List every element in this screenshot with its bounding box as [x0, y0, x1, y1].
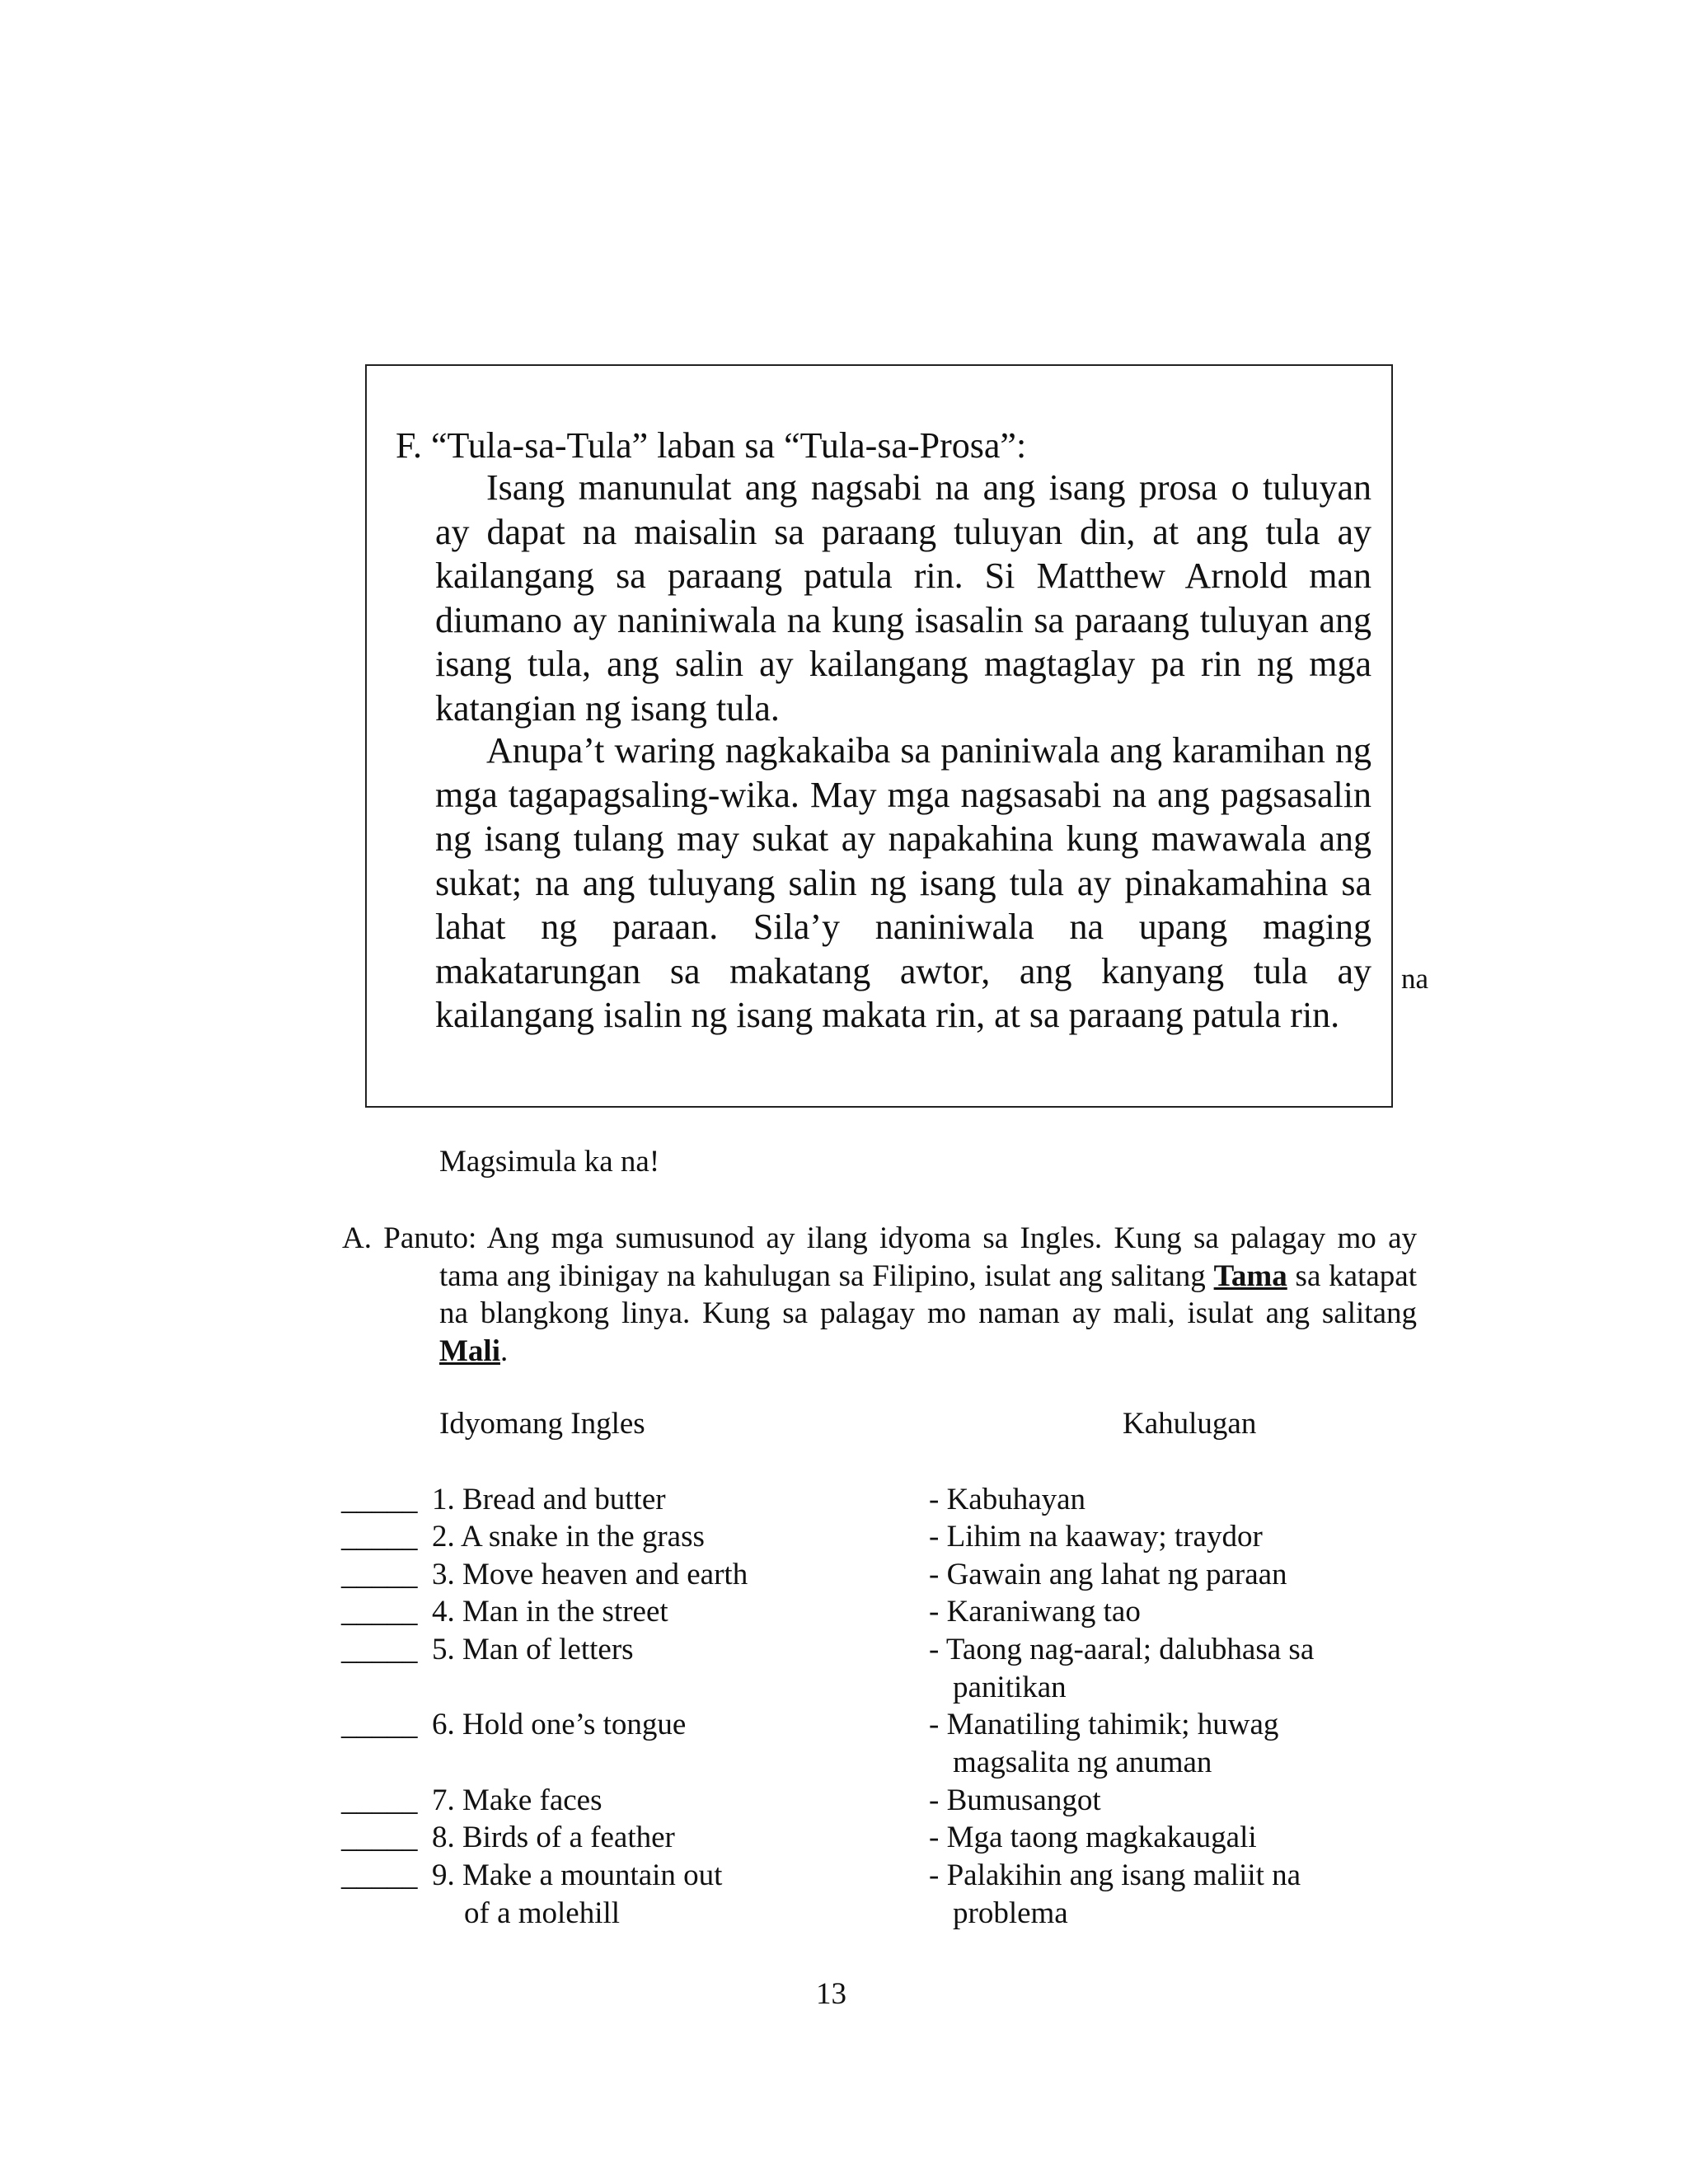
idiom-text: 6. Hold one’s tongue	[432, 1708, 687, 1741]
answer-blank[interactable]: _____	[341, 1558, 418, 1591]
answer-blank[interactable]: _____	[341, 1633, 418, 1666]
meaning-text: - Mga taong magkakaugali	[929, 1821, 1257, 1854]
meaning-text: - Bumusangot	[929, 1783, 1101, 1817]
answer-blank[interactable]: _____	[341, 1783, 418, 1817]
meaning-text: - Taong nag-aaral; dalubhasa sa	[929, 1633, 1315, 1666]
idiom-text: 7. Make faces	[432, 1783, 603, 1817]
idiom-text: 2. A snake in the grass	[432, 1520, 705, 1554]
list-item	[0, 1706, 1688, 1744]
meaning-text: - Karaniwang tao	[929, 1595, 1141, 1629]
list-item	[0, 1819, 1688, 1857]
idiom-text: 4. Man in the street	[432, 1595, 668, 1629]
meaning-text: - Lihim na kaaway; traydor	[929, 1520, 1263, 1554]
keyword-mali: Mali	[439, 1333, 500, 1368]
answer-blank[interactable]: _____	[341, 1483, 418, 1516]
list-item	[0, 1631, 1688, 1669]
keyword-tama: Tama	[1213, 1258, 1287, 1293]
stray-text-fragment: na	[1401, 963, 1429, 995]
box-title: F. “Tula-sa-Tula” laban sa “Tula-sa-Prosa”:	[396, 425, 1027, 466]
list-item	[0, 1518, 1688, 1556]
idiom-text: 1. Bread and butter	[432, 1483, 666, 1516]
answer-blank[interactable]: _____	[341, 1520, 418, 1554]
meaning-text: - Kabuhayan	[929, 1483, 1086, 1516]
idiom-text: 9. Make a mountain out	[432, 1858, 723, 1892]
meaning-text: - Gawain ang lahat ng paraan	[929, 1558, 1287, 1591]
instructions-part-1: A. Panuto: Ang mga sumusunod ay ilang idyoma sa Ingles. Kung sa palagay mo ay tama ang ibinigay na kahulugan sa Filipino, isulat ang salitang	[342, 1221, 1417, 1293]
meaning-text-continued: panitikan	[953, 1671, 1067, 1704]
intro-text: Magsimula ka na!	[439, 1145, 660, 1179]
instructions-part-3: .	[499, 1333, 509, 1368]
idiom-text: 5. Man of letters	[432, 1633, 634, 1666]
instructions-part-2: sa katapat na blangkong linya. Kung sa palagay mo naman ay mali, isulat ang salitang	[439, 1258, 1417, 1330]
instructions	[342, 1220, 1417, 1370]
meaning-text: - Palakihin ang isang maliit na	[929, 1858, 1301, 1892]
idiom-text-continued: of a molehill	[464, 1896, 621, 1930]
list-item	[0, 1593, 1688, 1631]
answer-blank[interactable]: _____	[341, 1858, 418, 1892]
page-number: 13	[816, 1977, 846, 2011]
list-item	[0, 1556, 1688, 1594]
meaning-text-continued: problema	[953, 1896, 1068, 1930]
box-paragraph-1: Isang manunulat ang nagsabi na ang isang prosa o tuluyan ay dapat na maisalin sa paraang tuluyan din, at ang tula ay kailangang sa paraang patula rin. Si Matthew Arnold man diumano ay naniniwala na kung isasalin sa paraang tuluyan ang isang tula, ang salin ay kailangang magtaglay pa rin ng mga katangian ng isang tula.	[435, 467, 1372, 729]
meaning-text: - Manatiling tahimik; huwag	[929, 1708, 1279, 1741]
column-header-meaning: Kahulugan	[1123, 1407, 1257, 1441]
answer-blank[interactable]: _____	[341, 1821, 418, 1854]
list-item	[0, 1857, 1688, 1895]
answer-blank[interactable]: _____	[341, 1595, 418, 1629]
idiom-text: 8. Birds of a feather	[432, 1821, 675, 1854]
list-item	[0, 1481, 1688, 1519]
box-paragraph-2: Anupa’t waring nagkakaiba sa paniniwala ang karamihan ng mga tagapagsaling-wika. May mga nagsasabi na ang pagsasalin ng isang tulang may sukat ay napakahina kung mawawala ang sukat; na ang tuluyang salin ng isang tula ay pinakamahina sa lahat ng paraan. Sila’y naniniwala na upang maging makatarungan sa makatang awtor, ang kanyang tula ay kailangang isalin ng isang makata rin, at sa paraang patula rin.	[435, 730, 1372, 1035]
answer-blank[interactable]: _____	[341, 1708, 418, 1741]
meaning-text-continued: magsalita ng anuman	[953, 1746, 1212, 1779]
column-header-idiom: Idyomang Ingles	[439, 1407, 645, 1441]
list-item	[0, 1782, 1688, 1820]
idiom-text: 3. Move heaven and earth	[432, 1558, 748, 1591]
